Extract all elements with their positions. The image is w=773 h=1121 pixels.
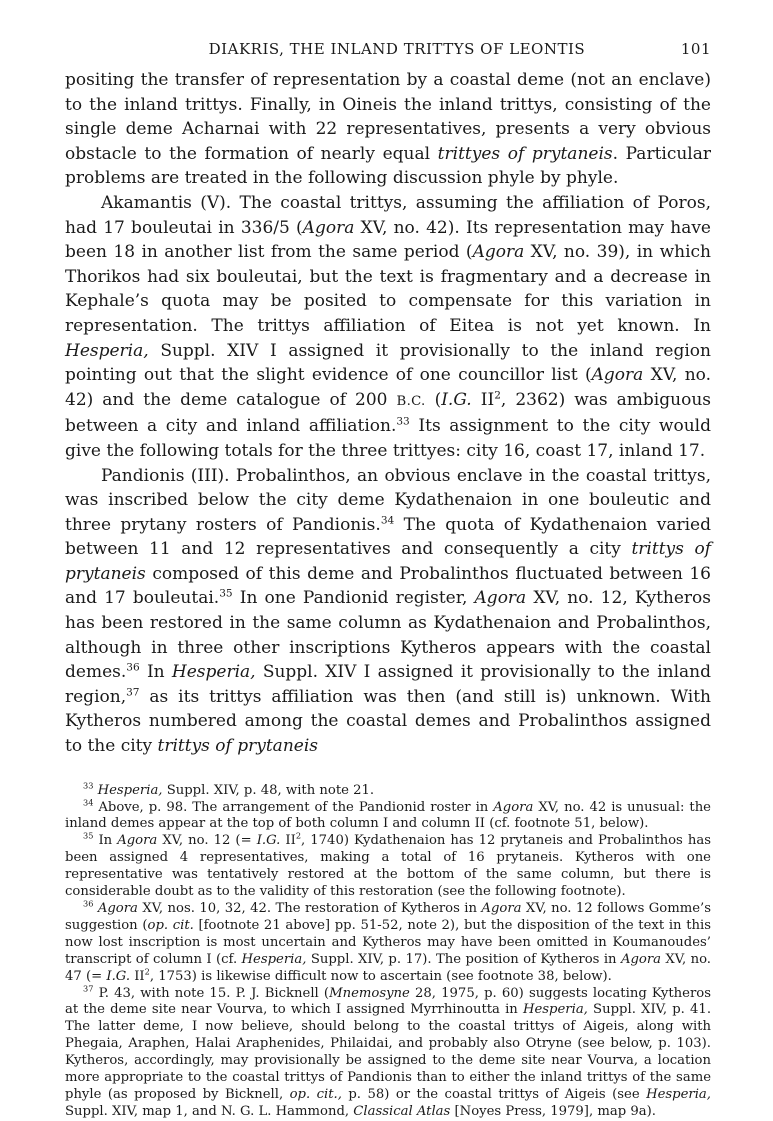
footnote-number: 35 [83,830,94,841]
body-text [65,68,711,759]
italic-text: I.G. [106,968,131,984]
text-run: 28, 1975, p. 60) suggests locating Kytheros at the deme site near Vourva, to which I assigned Myrrhinoutta in [65,985,711,1018]
text-run: Pandionis (III). Probalinthos, an obvious enclave in the coastal trittys, was inscribed below the city deme Kydathenaion in one bouleutic and three prytany rosters of Pandionis. [65,465,711,535]
body-paragraph [65,464,711,759]
italic-text: trittys of prytaneis [157,736,318,757]
italic-text: Agora [472,242,525,263]
italic-text: op. cit. [147,917,194,933]
text-run: [Noyes Press, 1979], map 9a). [450,1103,656,1119]
italic-text: Agora [474,588,527,609]
footnote-number: 36 [83,898,94,909]
superscript: 2 [144,966,150,977]
text-run: XV, no. 12 follows Gomme’s suggestion ( [65,900,712,933]
body-paragraph [65,191,711,464]
text-run: Suppl. XIV, p. 48, with note 21. [162,782,375,798]
running-head [65,40,711,58]
running-head-title: DIAKRIS, THE INLAND TRITTYS OF LEONTIS [208,40,586,58]
text-run: Its assignment to the city would give the following totals for the three trittyes: city 16, coast 17, inland 17. [65,416,711,461]
text-run: XV, no. 42 is unusual: the inland demes appear at the top of both column I and column II (cf. footnote 51, below). [65,799,711,832]
text-run: Suppl. XIV I assigned it provisionally to the inland region pointing out that the slight evidence of one councillor list ( [65,340,711,386]
italic-text: Hesperia, [171,662,256,683]
text-run: positing the transfer of representation by a coastal deme (not an enclave) to the inland trittys. Finally, in Oineis the inland trittys, consisting of the single deme Acharnai with 22 representatives, presents a very obvious obstacle to the formation of nearly equal [65,70,711,164]
text-run: . Particular problems are treated in the following discussion phyle by phyle. [65,143,712,189]
italic-text: Agora [97,900,138,916]
text-run: , 2362) was ambiguous between a city and inland affiliation. [65,389,711,437]
text-run: Above, p. 98. The arrangement of the Pandionid roster in [98,799,494,815]
italic-text: trittyes of prytaneis [437,143,613,164]
italic-text: I.G. [256,833,281,849]
text-run: Suppl. XIV, p. 17). The position of Kytheros in [306,951,621,967]
italic-text: Agora [493,799,534,815]
footnotes [65,780,712,1121]
italic-text: Agora [481,900,522,916]
italic-text: Hesperia, [646,1086,711,1102]
italic-text: op. cit., [289,1086,342,1102]
text-run: Akamantis (V). The coastal trittys, assuming the affiliation of Poros, had 17 bouleutai in 336/5 ( [65,192,711,238]
text-run: In [139,662,172,683]
text-run: , 1753) is likewise difficult now to ascertain (see footnote 38, below). [149,968,612,984]
footnote-number: 33 [83,780,94,791]
text-run: , 1740) Kydathenaion has 12 prytaneis and Probalinthos has been assigned 4 representatives, making a total of 16 prytaneis. Kytheros with one representative was tentatively restored at the bottom of the same column, but there is considerable doubt as to the validity of this restoration (see the following footnote). [65,833,711,900]
text-run: XV, no. 12 (= [157,833,257,849]
superscript: 2 [494,389,501,402]
italic-text: Mnemosyne [329,985,410,1001]
body-paragraph [65,68,711,191]
italic-text: I.G. [441,389,472,410]
text-run: Suppl. XIV, p. 41. The latter deme, I now believe, should belong to the coastal trittys of Aigeis, along with Phegaia, Araphen, Halai Araphenides, Philaidai, and probably also Otryne (see below, p. 103). Kytheros, accordingly, may provisionally be assigned to the deme site near Vourva, a location more appropriate to the coastal trittys of Pandionis than to either the inland trittys of the same phyle (as proposed by Bicknell, [65,1002,712,1102]
text-run: XV, no. 42) and the deme catalogue of 200 [65,365,711,410]
text-run: Suppl. XIV, map 1, and N. G. L. Hammond, [65,1103,354,1119]
italic-text: Agora [117,833,158,849]
text-run: XV, nos. 10, 32, 42. The restoration of Kytheros in [137,900,482,916]
text-run: [footnote 21 above] pp. 51-52, note 2), but the disposition of the text in this now lost inscription is most uncertain and Kytheros may have been omitted in Koumanoudes’ transcript of column I (cf. [65,917,711,967]
text-run: In one Pandionid register, [232,588,475,609]
text-run: p. 58) or the coastal trittys of Aigeis (see [341,1086,647,1102]
text-run: ( [425,389,442,410]
text-run: In [98,833,118,849]
superscript: 2 [295,830,302,841]
text-run: XV, no. 12, Kytheros has been restored in the same column as Kydathenaion and Probalinthos, although in three other inscriptions Kytheros appears with the coastal demes. [65,588,711,683]
footnote [65,830,711,901]
italic-text: Hesperia, [522,1002,588,1018]
italic-text: Agora [302,217,355,238]
italic-text: Hesperia, [97,782,163,798]
superscript: 36 [126,661,140,674]
text-run: XV, no. 39), in which Thorikos had six bouleutai, but the text is fragmentary and a decrease in Kephale’s quota may be posited to compensate for this variation in representation. The trittys affiliation of Eitea is not yet known. In [65,242,711,336]
text-run: II [130,968,145,984]
text-run: XV, no. 47 (= [65,951,711,984]
superscript: 37 [126,686,140,699]
italic-text: Hesperia, [65,340,149,361]
page-number: 101 [680,40,711,58]
italic-text: Agora [591,365,644,386]
footnote [65,983,712,1121]
footnote [65,780,711,800]
text-run: XV, no. 42). Its representation may have been 18 in another list from the same period ( [65,217,711,263]
italic-text: Hesperia, [241,951,307,967]
text-run: II [280,833,296,849]
footnote-number: 34 [83,797,94,808]
italic-text: trittys of prytaneis [65,539,711,584]
text-run: The quota of Kydathenaion varied between 11 and 12 representatives and consequently a city [65,514,711,560]
text-run: composed of this deme and Probalinthos fluctuated between 16 and 17 bouleutai. [65,563,711,609]
text-run: II [471,389,495,410]
italic-text: Agora [620,951,662,967]
text-run: as its trittys affiliation was then (and still is) unknown. With Kytheros numbered among the coastal demes and Probalinthos assigned to the city [65,686,711,757]
superscript: 34 [380,514,395,527]
footnote [65,898,712,986]
footnote [65,797,711,834]
small-caps-text: B.C. [396,393,426,409]
text-run: P. 43, with note 15. P. J. Bicknell ( [98,985,330,1001]
superscript: 35 [219,587,233,600]
italic-text: Classical Atlas [353,1103,451,1119]
text-run: Suppl. XIV I assigned it provisionally to the inland region, [65,662,711,707]
footnote-number: 37 [83,983,94,994]
superscript: 33 [396,415,410,428]
